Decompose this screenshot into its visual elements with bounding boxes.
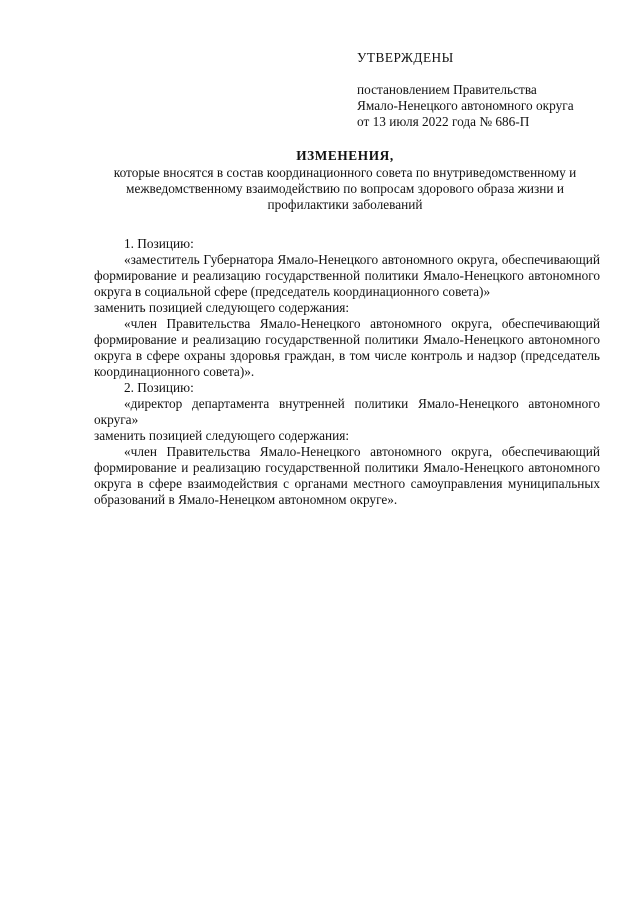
document-subtitle: которые вносятся в состав координационного совета по внутриведомственному и межведомственному взаимодействию по вопросам здорового образа жизни и профилактики заболеваний — [113, 165, 577, 212]
item-1-heading: 1. Позицию: — [124, 236, 194, 251]
approval-heading: УТВЕРЖДЕНЫ — [357, 50, 454, 65]
item-2-new-position: «член Правительства Ямало-Ненецкого автономного округа, обеспечивающий формирование и реализацию государственной политики Ямало-Ненецкого автономного округа в сфере взаимодействия с органами местного самоуправления муниципальных образований в Ямало-Ненецком автономном округе». — [94, 444, 600, 507]
item-1-old-position: «заместитель Губернатора Ямало-Ненецкого автономного округа, обеспечивающий формирование и реализацию государственной политики Ямало-Ненецкого автономного округа в социальной сфере (председатель координационного совета)» — [94, 252, 600, 299]
approval-stamp — [357, 50, 617, 130]
approval-line-3: от 13 июля 2022 года № 686-П — [357, 114, 530, 129]
approval-line-2: Ямало-Ненецкого автономного округа — [357, 98, 574, 113]
document-body — [94, 236, 600, 508]
document-title-block — [90, 148, 600, 213]
item-1-new-position: «член Правительства Ямало-Ненецкого автономного округа, обеспечивающий формирование и реализацию государственной политики Ямало-Ненецкого автономного округа в сфере охраны здоровья граждан, в том числе контроль и надзор (председатель координационного совета)». — [94, 316, 600, 379]
item-2-old-position: «директор департамента внутренней политики Ямало-Ненецкого автономного округа» — [94, 396, 600, 427]
item-2-replace-label: заменить позицией следующего содержания: — [94, 428, 350, 443]
item-2-heading: 2. Позицию: — [124, 380, 194, 395]
document-title: ИЗМЕНЕНИЯ, — [296, 148, 394, 163]
approval-line-1: постановлением Правительства — [357, 82, 537, 97]
item-1-replace-label: заменить позицией следующего содержания: — [94, 300, 350, 315]
